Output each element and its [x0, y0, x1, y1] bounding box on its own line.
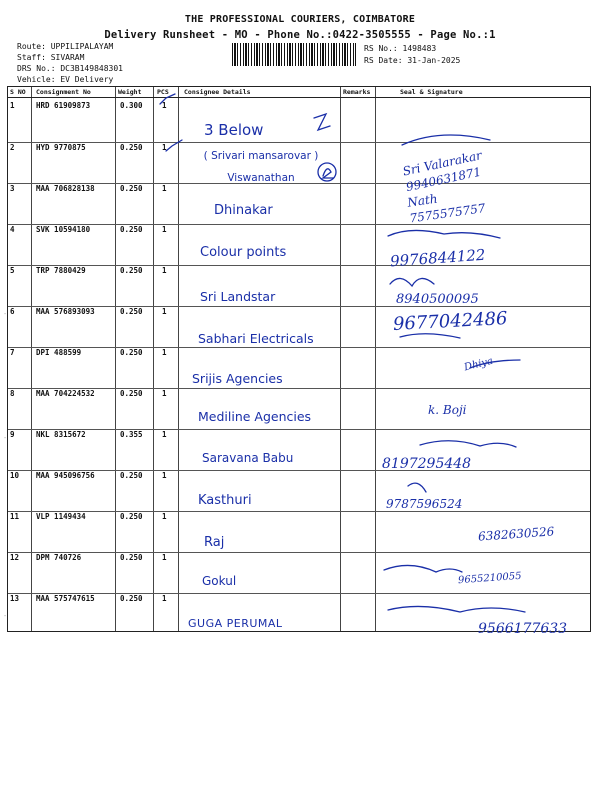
- row-10-signature: 9787596524: [386, 497, 463, 511]
- staff-label: Staff: SIVARAM: [17, 53, 85, 62]
- margin-mark: -: [3, 612, 8, 620]
- row-4-sno: 4: [10, 225, 15, 234]
- rs-number: RS No.: 1498483: [364, 44, 437, 53]
- row-12-consignee: Gokul: [202, 574, 237, 588]
- row-10-consignment: MAA 945096756: [36, 471, 95, 480]
- col-consignment: Consignment No: [36, 88, 91, 96]
- row-8-consignee: Mediline Agencies: [198, 409, 312, 424]
- row-7-consignment: DPI 488599: [36, 348, 82, 357]
- row-3-consignment: MAA 706828138: [36, 184, 95, 193]
- row-3-sno: 3: [10, 184, 15, 193]
- col-pcs: PCS: [157, 88, 169, 96]
- runsheet-table: [7, 86, 591, 637]
- row-11-pcs: 1: [162, 512, 167, 521]
- row-5-weight: 0.250: [120, 266, 143, 275]
- row-12-pcs: 1: [162, 553, 167, 562]
- vehicle-label: Vehicle: EV Delivery: [17, 75, 114, 84]
- row-11-weight: 0.250: [120, 512, 143, 521]
- row-1-sno: 1: [10, 101, 15, 110]
- col-seal-signature: Seal & Signature: [400, 88, 463, 96]
- row-1-consignment: HRD 61909873: [36, 101, 91, 110]
- row-2-consignee: ( Srivari mansarovar ) Viswanathan: [203, 150, 319, 184]
- row-5-consignment: TRP 7880429: [36, 266, 86, 275]
- row-8-signature: k. Boji: [428, 403, 467, 417]
- row-13-consignment: MAA 575747615: [36, 594, 95, 603]
- row-4-consignee: Colour points: [200, 245, 287, 260]
- row-11-consignee: Raj: [204, 535, 225, 550]
- row-7-consignee: Srijis Agencies: [192, 371, 283, 386]
- col-consignee: Consignee Details: [184, 88, 251, 96]
- row-13-pcs: 1: [162, 594, 167, 603]
- row-4-weight: 0.250: [120, 225, 143, 234]
- row-10-sno: 10: [10, 471, 20, 480]
- row-6-consignee: Sabhari Electricals: [198, 331, 314, 346]
- row-3-consignee: Dhinakar: [214, 203, 273, 218]
- rs-date: RS Date: 31-Jan-2025: [364, 56, 461, 65]
- row-5-consignee: Sri Landstar: [200, 289, 276, 304]
- row-9-weight: 0.355: [120, 430, 143, 439]
- company-title: THE PROFESSIONAL COURIERS, COIMBATORE: [184, 14, 416, 25]
- row-9-pcs: 1: [162, 430, 167, 439]
- route-label: Route: UPPILIPALAYAM: [17, 42, 114, 51]
- row-11-signature: 6382630526: [477, 524, 555, 544]
- margin-mark: -: [3, 434, 8, 442]
- row-6-signature: 9677042486: [392, 308, 509, 335]
- row-10-consignee: Kasthuri: [198, 493, 252, 508]
- runsheet-subtitle: Delivery Runsheet - MO - Phone No.:0422-3505555 - Page No.:1: [104, 29, 496, 41]
- row-6-weight: 0.250: [120, 307, 143, 316]
- row-4-consignment: SVK 10594180: [36, 225, 91, 234]
- row-8-pcs: 1: [162, 389, 167, 398]
- row-7-weight: 0.250: [120, 348, 143, 357]
- row-12-sno: 12: [10, 553, 20, 562]
- row-9-consignment: NKL 8315672: [36, 430, 86, 439]
- row-13-consignee: GUGA PERUMAL: [188, 617, 283, 630]
- row-5-signature: 8940500095: [396, 292, 479, 307]
- row-13-signature: 9566177633: [478, 621, 568, 637]
- row-4-pcs: 1: [162, 225, 167, 234]
- col-remarks: Remarks: [343, 88, 371, 96]
- row-8-sno: 8: [10, 389, 15, 398]
- row-6-pcs: 1: [162, 307, 167, 316]
- row-7-pcs: 1: [162, 348, 167, 357]
- row-3-weight: 0.250: [120, 184, 143, 193]
- row-10-pcs: 1: [162, 471, 167, 480]
- row-9-sno: 9: [10, 430, 15, 439]
- row-3-pcs: 1: [162, 184, 167, 193]
- row-2-signature: Sri Valarakar 9940631871: [401, 148, 483, 195]
- row-12-consignment: DPM 740726: [36, 553, 82, 562]
- row-12-signature: 9655210055: [457, 570, 522, 587]
- row-13-weight: 0.250: [120, 594, 143, 603]
- drs-number: DRS No.: DC3B149848301: [17, 64, 123, 73]
- row-6-sno: 6: [10, 307, 15, 316]
- row-7-signature: Dhiya: [463, 355, 495, 374]
- row-2-sno: 2: [10, 143, 15, 152]
- margin-mark: -: [3, 310, 8, 318]
- row-1-weight: 0.300: [120, 101, 143, 110]
- row-1-consignee: 3 Below: [204, 121, 264, 139]
- row-5-pcs: 1: [162, 266, 167, 275]
- row-1-pcs: 1: [162, 101, 167, 110]
- row-5-sno: 5: [10, 266, 15, 275]
- row-2-weight: 0.250: [120, 143, 143, 152]
- col-weight: Weight: [118, 88, 142, 96]
- row-11-sno: 11: [10, 512, 20, 521]
- row-11-consignment: VLP 1149434: [36, 512, 86, 521]
- row-8-consignment: MAA 704224532: [36, 389, 95, 398]
- row-2-pcs: 1: [162, 143, 167, 152]
- row-13-sno: 13: [10, 594, 20, 603]
- barcode: [232, 43, 356, 66]
- row-8-weight: 0.250: [120, 389, 143, 398]
- col-sno: S NO: [10, 88, 26, 96]
- row-9-signature: 8197295448: [382, 456, 472, 472]
- row-7-sno: 7: [10, 348, 15, 357]
- row-9-consignee: Saravana Babu: [202, 451, 294, 465]
- row-6-consignment: MAA 576893093: [36, 307, 95, 316]
- row-2-consignment: HYD 9770875: [36, 143, 86, 152]
- row-4-signature: 9976844122: [389, 245, 486, 271]
- row-3-signature: Nath 7575575757: [406, 191, 487, 226]
- row-10-weight: 0.250: [120, 471, 143, 480]
- row-12-weight: 0.250: [120, 553, 143, 562]
